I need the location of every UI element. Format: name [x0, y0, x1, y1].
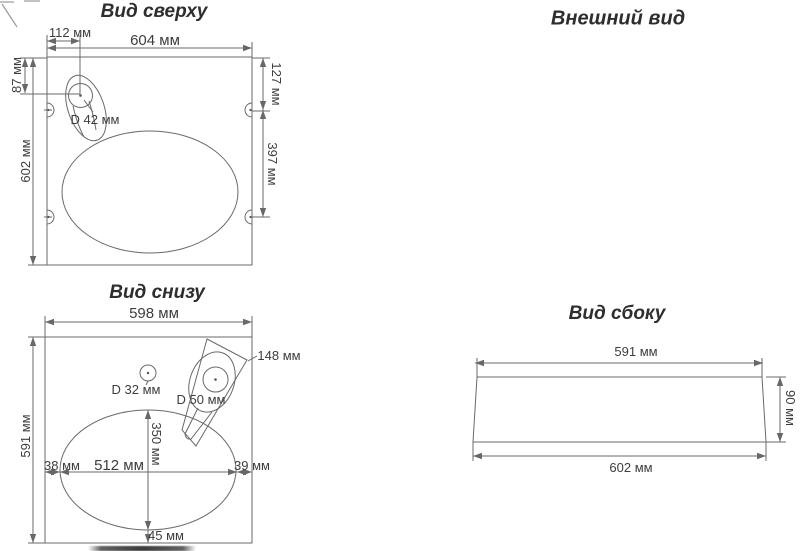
bottom-view-drawing [28, 316, 257, 543]
dim-top-hole-spacing: 397 мм [265, 142, 281, 186]
dim-bottom-bowl-right-margin: 39 мм [234, 457, 270, 473]
side-view-drawing [473, 358, 786, 461]
dim-bottom-boss-length: 148 мм [257, 347, 301, 363]
dim-top-faucet-hole-diameter: D 42 мм [70, 111, 120, 127]
dim-bottom-bowl-width: 512 мм [94, 456, 144, 474]
dim-bottom-drain-diameter: D 50 мм [176, 391, 226, 407]
external-view-title: Внешний вид [550, 7, 686, 30]
dim-top-width: 604 мм [130, 31, 180, 49]
dim-top-hole-from-top: 127 мм [269, 62, 285, 106]
dim-bottom-overflow-diameter: D 32 мм [111, 381, 161, 397]
dim-top-faucet-offset-x: 112 мм [48, 24, 92, 40]
side-view-title: Вид сбоку [568, 303, 666, 324]
dim-bottom-width: 598 мм [129, 304, 179, 322]
dim-top-faucet-offset-y: 87 мм [8, 57, 24, 93]
dim-side-top-width: 591 мм [614, 343, 658, 359]
top-view-title: Вид сверху [100, 1, 208, 22]
dim-bottom-bowl-left-margin: 38 мм [44, 457, 80, 473]
crop-artifact-lines [0, 1, 40, 27]
dim-bottom-bowl-height: 350 мм [149, 422, 165, 466]
dim-bottom-depth: 591 мм [17, 414, 33, 458]
crop-artifact-strip [88, 546, 196, 551]
dim-side-height: 90 мм [783, 390, 799, 426]
bottom-view-title: Вид снизу [109, 282, 205, 303]
dim-top-depth: 602 мм [17, 139, 33, 183]
dim-side-bottom-width: 602 мм [609, 459, 653, 475]
dim-bottom-bowl-bottom-margin: 45 мм [148, 527, 184, 543]
